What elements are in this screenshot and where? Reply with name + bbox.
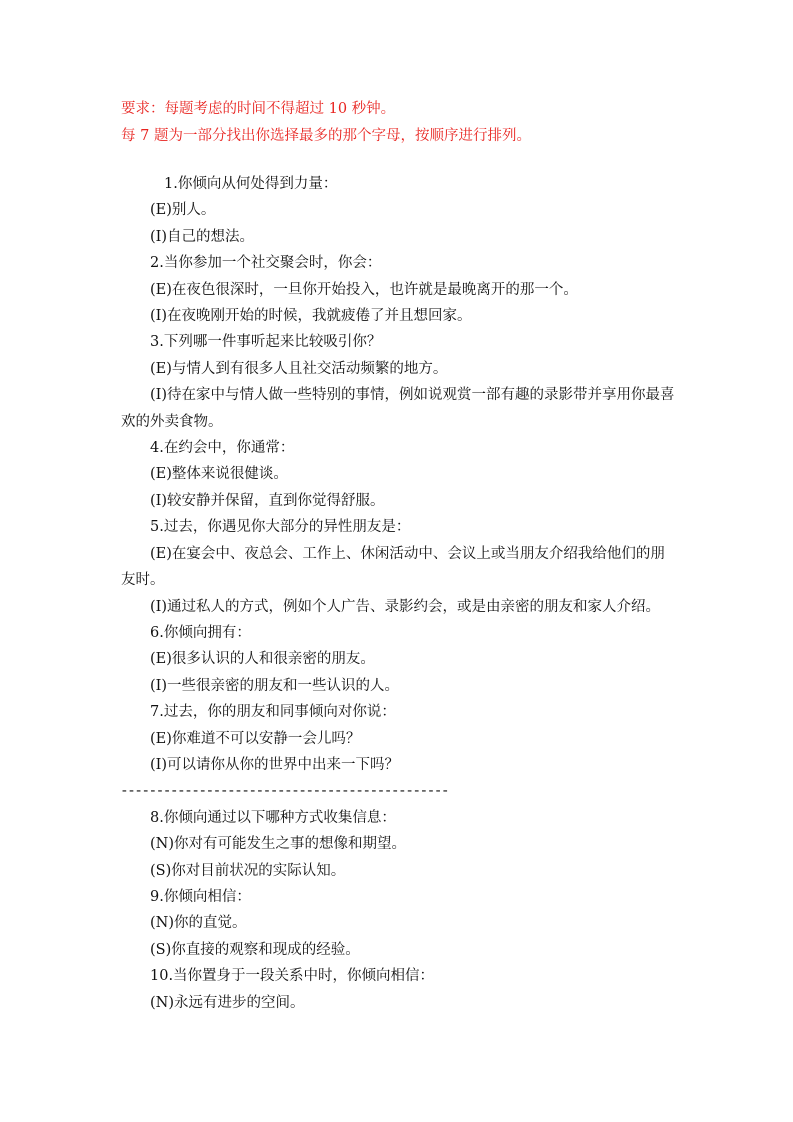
instruction-note: 每 7 题为一部分找出你选择最多的那个字母，按顺序进行排列。: [121, 128, 531, 144]
option-6-e: (E)很多认识的人和很亲密的朋友。: [150, 651, 375, 668]
section-divider: ----------------------------------------------: [120, 783, 448, 800]
option-2-i: (I)在夜晚刚开始的时候，我就疲倦了并且想回家。: [150, 308, 472, 325]
option-1-i: (I)自己的想法。: [150, 228, 255, 245]
question-10: 10.当你置身于一段关系中时，你倾向相信：: [150, 968, 435, 985]
option-10-n: (N)永远有进步的空间。: [150, 994, 305, 1011]
option-1-e: (E)别人。: [150, 202, 216, 219]
option-4-i: (I)较安静并保留，直到你觉得舒服。: [150, 492, 385, 509]
question-8: 8.你倾向通过以下哪种方式收集信息：: [150, 809, 396, 826]
option-3-e: (E)与情人到有很多人且社交活动频繁的地方。: [150, 360, 448, 377]
option-6-i: (I)一些很亲密的朋友和一些认识的人。: [150, 677, 400, 694]
question-6: 6.你倾向拥有：: [150, 624, 251, 641]
question-4: 4.在约会中，你通常：: [150, 440, 295, 457]
question-3: 3.下列哪一件事听起来比较吸引你？: [150, 334, 382, 351]
option-4-e: (E)整体来说很健谈。: [150, 466, 288, 483]
question-1: 1.你倾向从何处得到力量：: [164, 176, 338, 192]
requirement-note: 要求：每题考虑的时间不得超过 10 秒钟。: [121, 101, 396, 117]
option-5-i: (I)通过私人的方式，例如个人广告、录影约会，或是由亲密的朋友和家人介绍。: [150, 598, 661, 615]
question-9: 9.你倾向相信：: [150, 888, 251, 905]
option-9-n: (N)你的直觉。: [150, 915, 247, 932]
option-3-i: (I)待在家中与情人做一些特别的事情，例如说观赏一部有趣的录影带并享用你最喜欢的外卖食物。: [121, 387, 675, 430]
questionnaire-body: [121, 171, 677, 1016]
question-7: 7.过去，你的朋友和同事倾向对你说：: [150, 704, 396, 721]
option-5-e: (E)在宴会中、夜总会、工作上、休闲活动中、会议上或当朋友介绍我给他们的朋友时。: [121, 545, 665, 589]
question-2: 2.当你参加一个社交聚会时，你会：: [150, 255, 382, 272]
option-8-s: (S)你对目前状况的实际认知。: [150, 862, 346, 879]
question-5: 5.过去，你遇见你大部分的异性朋友是：: [150, 519, 411, 536]
option-8-n: (N)你对有可能发生之事的想像和期望。: [150, 836, 406, 853]
option-2-e: (E)在夜色很深时，一旦你开始投入，也许就是最晚离开的那一个。: [150, 281, 578, 298]
option-7-e: (E)你难道不可以安静一会儿吗？: [150, 730, 361, 747]
option-9-s: (S)你直接的观察和现成的经验。: [150, 941, 360, 958]
option-7-i: (I)可以请你从你的世界中出来一下吗？: [150, 756, 400, 773]
